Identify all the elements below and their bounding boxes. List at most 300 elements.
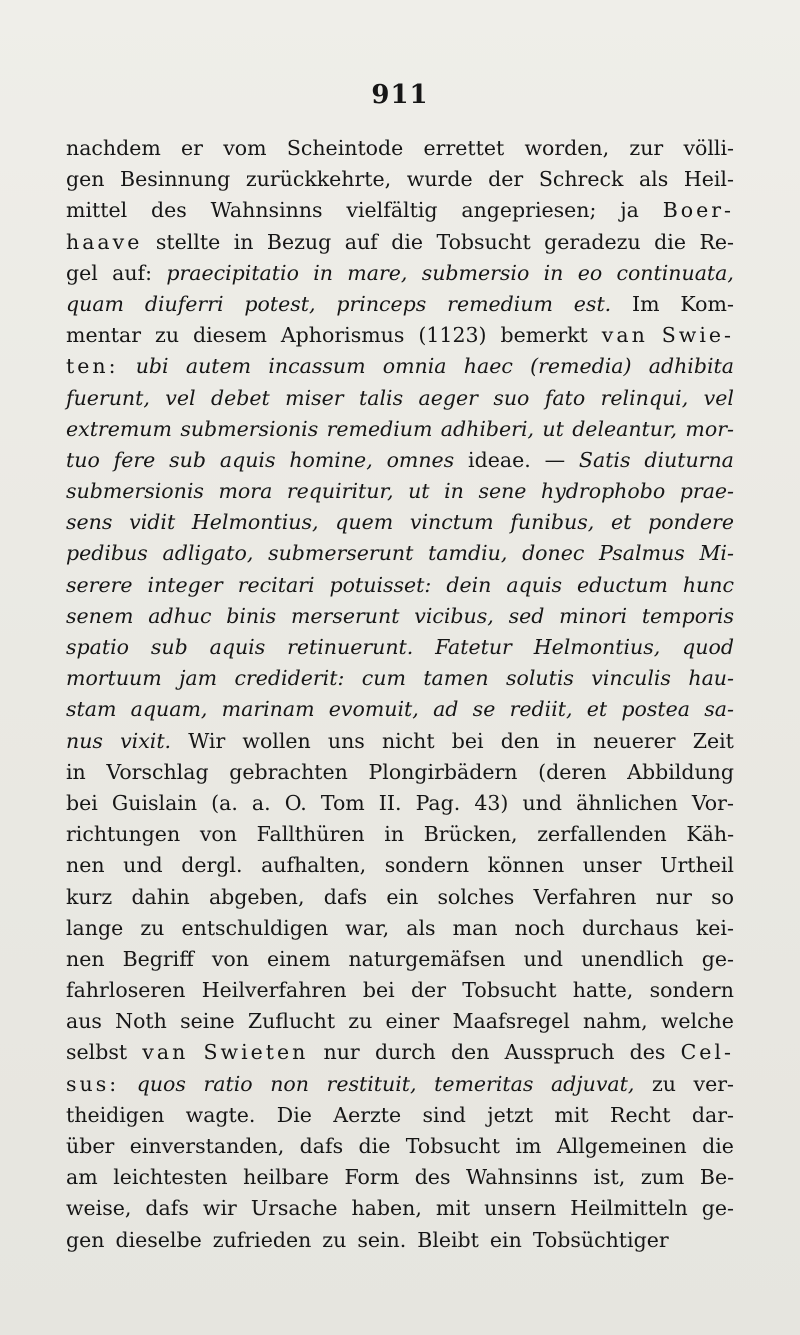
word: unendlich [581,946,684,971]
word: auf: [112,260,153,285]
word: potuisset: [329,572,432,597]
word: ideae. [468,447,531,472]
word: homine, [289,447,373,472]
word: wollen [242,728,311,753]
text-line [66,323,734,354]
word: Im [632,291,660,316]
word: die [358,1134,391,1158]
word: sub [169,447,206,472]
word: zurückkehrte, [245,167,392,192]
word: pondere [648,510,734,535]
text-line [66,666,734,697]
word: neuerer [593,728,676,753]
word: marinam [221,697,315,722]
word: ad [433,697,459,722]
word: dafs [145,1196,189,1221]
word: hau- [688,666,734,691]
word: sondern [384,853,470,878]
word: (remedia) [530,354,632,379]
word: nahm, [583,1009,648,1034]
word: remedium [326,416,433,441]
word: weise, [66,1196,132,1221]
text-line [66,635,734,666]
word: vel [703,385,734,410]
word: Tobsüchtiger [532,1227,669,1252]
word: sondern [649,978,734,1003]
word: continuata, [616,260,734,285]
word: dergl. [181,853,243,878]
word: uns [327,728,365,753]
word: ut [408,479,430,504]
word: Allgemeinen [556,1134,687,1158]
word: vicibus, [414,603,494,628]
word: Vorschlag [106,759,209,784]
word: mentar [66,323,142,348]
word: Satis [578,447,631,472]
word: ver- [693,1071,734,1096]
word: worden, [524,136,610,160]
word: Wir [188,728,226,753]
text-line [66,479,734,510]
word: Fatetur [435,635,512,659]
word: als [638,167,669,192]
word: leichtesten [113,1165,228,1190]
word: fato [544,385,586,410]
word: (1123) [418,323,487,348]
word: Ursache [250,1196,338,1221]
word: relinqui, [600,385,689,410]
word: den [450,1040,490,1065]
word: extremum [66,416,172,441]
word: Käh- [686,822,734,847]
word: mora [218,479,273,504]
word: zu [140,915,165,940]
word: durchaus [581,915,679,940]
text-line [66,947,734,978]
word: haave [66,229,143,254]
word: merserunt [290,603,400,628]
word: quos [136,1071,186,1096]
word: war, [345,915,390,940]
word: des [629,1040,666,1065]
word: mit [554,1102,589,1127]
word: aquis [506,572,562,597]
word: nachdem [66,136,161,160]
word: jam [179,666,218,691]
word: cum [361,666,406,691]
word: hatte, [572,978,634,1003]
text-line [66,822,734,853]
word: potest, [244,291,316,316]
word: Tobsucht [405,1134,500,1158]
word: solches [437,884,515,909]
word: zufrieden [212,1227,312,1252]
word: hydrophobo [541,479,666,504]
word: unser [582,853,642,878]
word: minori [559,603,628,628]
text-line [66,604,734,635]
word: mit [435,1196,471,1221]
word: in [543,260,564,285]
word: vinctum [409,510,494,535]
word: zum [640,1165,685,1190]
text-line [66,573,734,604]
text-line [66,729,734,760]
word: der [488,167,524,192]
word: Bezug [266,229,332,254]
word: heilbare [243,1165,329,1190]
word: Tobsucht [462,978,557,1003]
word: einem [266,946,331,971]
word: ge- [701,946,734,971]
word: adhuc [148,603,212,628]
word: Mi- [699,541,734,566]
word: sind [422,1102,466,1127]
word: mor- [685,416,734,441]
word: Helmontius, [191,510,319,535]
word: und [523,946,564,971]
word: nur [655,884,692,909]
word: seine [180,1009,235,1034]
word: Begriff [122,946,194,971]
word: senem [66,603,134,628]
text-line [66,853,734,884]
word: fuerunt, [66,385,150,410]
word: in [233,229,254,254]
word: Kom- [680,291,734,316]
word: praecipitatio [166,260,299,285]
word: welche [660,1009,734,1034]
word: se [472,697,496,722]
word: wir [202,1196,237,1221]
word: naturgemäfsen [348,946,506,971]
word: ge- [701,1196,734,1221]
text-line [66,978,734,1009]
word: incassum [268,354,366,379]
word: abgeben, [208,884,305,909]
word: ein [386,884,419,909]
text-line [66,916,734,947]
word: submerserunt [268,541,414,566]
word: adhiberi, [440,416,535,441]
word: Plongirbädern [368,759,518,784]
word: fere [113,447,156,472]
word: submersionis [66,479,204,504]
word: die [702,1134,734,1158]
word: nen [66,853,105,878]
word: zur [629,136,664,160]
word: Besinnung [120,167,231,192]
word: mare, [347,260,408,285]
word: postea [621,697,690,722]
word: debet [210,385,270,410]
word: sub [150,635,188,659]
word: prae- [679,479,734,504]
word: sa- [704,697,734,722]
word: vom [223,136,267,160]
word: tamen [423,666,489,691]
word: Heilmitteln [570,1196,688,1221]
word: theidigen [66,1102,165,1127]
word: unsern [484,1196,557,1221]
word: in [313,260,333,285]
text-line [66,1009,734,1040]
word: Recht [610,1102,671,1127]
word: Aphorismus [280,323,405,348]
word: von [199,822,237,847]
word: nicht [381,728,435,753]
word: temporis [641,603,734,628]
word: restituit, [326,1071,417,1096]
word: mortuum [66,666,162,691]
text-line [66,1103,734,1134]
word: vel [165,385,196,410]
word: errettet [423,136,505,160]
word: ut [542,416,564,441]
word: Brücken, [423,822,518,847]
word: ubi [135,354,169,379]
word: Heilverfahren [201,978,347,1003]
word: binis [226,603,277,628]
word: eductum [577,572,668,597]
word: Vor- [691,790,734,815]
word: funibus, [510,510,595,535]
word: Zeit [692,728,734,753]
word: Wahnsinns [210,198,323,223]
word: — [544,447,566,472]
word: Swieten [203,1040,309,1065]
word: (a. [211,790,238,815]
word: geradezu [544,229,641,254]
word: fahrloseren [66,978,186,1003]
word: in [66,759,86,784]
word: im [515,1134,542,1158]
text-line [66,136,734,167]
word: gel [66,260,98,285]
word: est. [573,291,612,316]
word: quod [682,635,734,659]
word: princeps [336,291,427,316]
word: der [410,978,446,1003]
word: diesem [193,323,267,348]
word: sus: [66,1071,120,1096]
word: haec [463,354,513,379]
text-line [66,261,734,292]
word: integer [147,572,223,597]
word: ten: [66,354,119,379]
word: ist, [593,1165,626,1190]
word: zu [651,1071,676,1096]
body-text [66,136,734,1259]
word: et [610,510,632,535]
word: quem [335,510,394,535]
word: nur [323,1040,360,1065]
word: so [711,884,734,909]
word: Wahnsinns [466,1165,578,1190]
word: und [123,853,163,878]
word: er [181,136,203,160]
word: Die [276,1102,312,1127]
word: van [142,1040,189,1065]
word: Urtheil [660,853,734,878]
word: O. [284,790,307,815]
word: noch [514,915,565,940]
word: den [500,728,540,753]
word: donec [522,541,585,566]
word: auf [344,229,378,254]
word: lange [66,915,124,940]
word: spatio [66,635,130,659]
word: ja [620,198,639,223]
word: Re- [699,229,734,254]
text-line [66,760,734,791]
text-line [66,541,734,572]
word: solutis [505,666,574,691]
word: in [556,728,577,753]
word: zerfallenden [537,822,667,847]
word: tuo [66,447,100,472]
word: remedium [447,291,553,316]
word: dafs [299,1134,344,1158]
text-line [66,198,734,229]
word: sein. [357,1227,407,1252]
word: miser [285,385,344,410]
word: Cel- [680,1040,734,1065]
word: ratio [203,1071,253,1096]
word: über [66,1134,115,1158]
text-line [66,1072,734,1103]
word: richtungen [66,822,181,847]
word: submersio [421,260,530,285]
word: die [654,229,686,254]
text-line [66,292,734,323]
word: Fallthüren [256,822,365,847]
word: gebrachten [229,759,348,784]
text-line [66,885,734,916]
word: mittel [66,198,128,223]
word: adligato, [162,541,254,566]
word: sed [508,603,545,628]
word: man [452,915,498,940]
word: Psalmus [599,541,685,566]
word: Guislain [111,790,198,815]
word: dafs [323,884,368,909]
text-line [66,417,734,448]
word: aquis [219,447,276,472]
text-line [66,448,734,479]
word: durch [374,1040,436,1065]
text-line [66,1165,734,1196]
word: nen [66,946,105,971]
word: deleantur, [572,416,678,441]
text-line [66,1040,734,1071]
word: wagte. [185,1102,256,1127]
word: omnes [386,447,455,472]
word: in [384,822,405,847]
text-line [66,697,734,728]
word: aeger [418,385,478,410]
word: vinculis [591,666,671,691]
word: entschuldigen [181,915,329,940]
page-number: 911 [371,80,429,110]
word: haben, [351,1196,422,1221]
word: aquis [209,635,266,659]
word: des [414,1165,451,1190]
text-line [66,1228,734,1259]
word: eo [577,260,603,285]
word: suo [493,385,530,410]
word: stellte [155,229,221,254]
word: wurde [406,167,473,192]
word: dein [446,572,492,597]
word: Abbildung [627,759,734,784]
word: gen [66,167,105,192]
text-line [66,510,734,541]
word: van [601,323,648,348]
word: Noth [115,1009,167,1034]
word: Aerzte [333,1102,402,1127]
word: dieselbe [115,1227,202,1252]
word: angepriesen; [461,198,597,223]
word: Zuflucht [247,1009,336,1034]
word: autem [185,354,252,379]
word: des [151,198,187,223]
text-line [66,791,734,822]
word: in [444,479,464,504]
word: aquam, [130,697,208,722]
word: talis [359,385,404,410]
word: zu [155,323,180,348]
word: Pag. [415,790,461,815]
word: vidit [129,510,176,535]
word: jetzt [487,1102,534,1127]
word: dahin [131,884,190,909]
word: serere [66,572,133,597]
word: können [487,853,565,878]
word: evomuit, [328,697,419,722]
word: zu [322,1227,347,1252]
word: gen [66,1227,105,1252]
word: a. [251,790,271,815]
word: Bleibt [417,1227,479,1252]
word: adjuvat, [550,1071,635,1096]
word: bemerkt [500,323,588,348]
text-line [66,1196,734,1227]
word: einverstanden, [129,1134,285,1158]
word: Swie- [661,323,734,348]
word: aufhalten, [261,853,367,878]
word: dar- [691,1102,734,1127]
word: rediit, [509,697,573,722]
word: et [586,697,608,722]
text-line [66,167,734,198]
word: retinuerunt. [287,635,414,659]
word: vixit. [120,728,172,753]
text-line [66,230,734,261]
word: bei [66,790,98,815]
word: Maafsregel [452,1009,570,1034]
word: recitari [237,572,315,597]
word: Ausspruch [504,1040,615,1065]
text-line [66,386,734,417]
word: II. [378,790,402,815]
word: diuturna [644,447,734,472]
word: aus [66,1009,102,1034]
word: Boer- [662,198,734,223]
word: hunc [682,572,734,597]
word: Tom [320,790,365,815]
word: und [522,790,563,815]
